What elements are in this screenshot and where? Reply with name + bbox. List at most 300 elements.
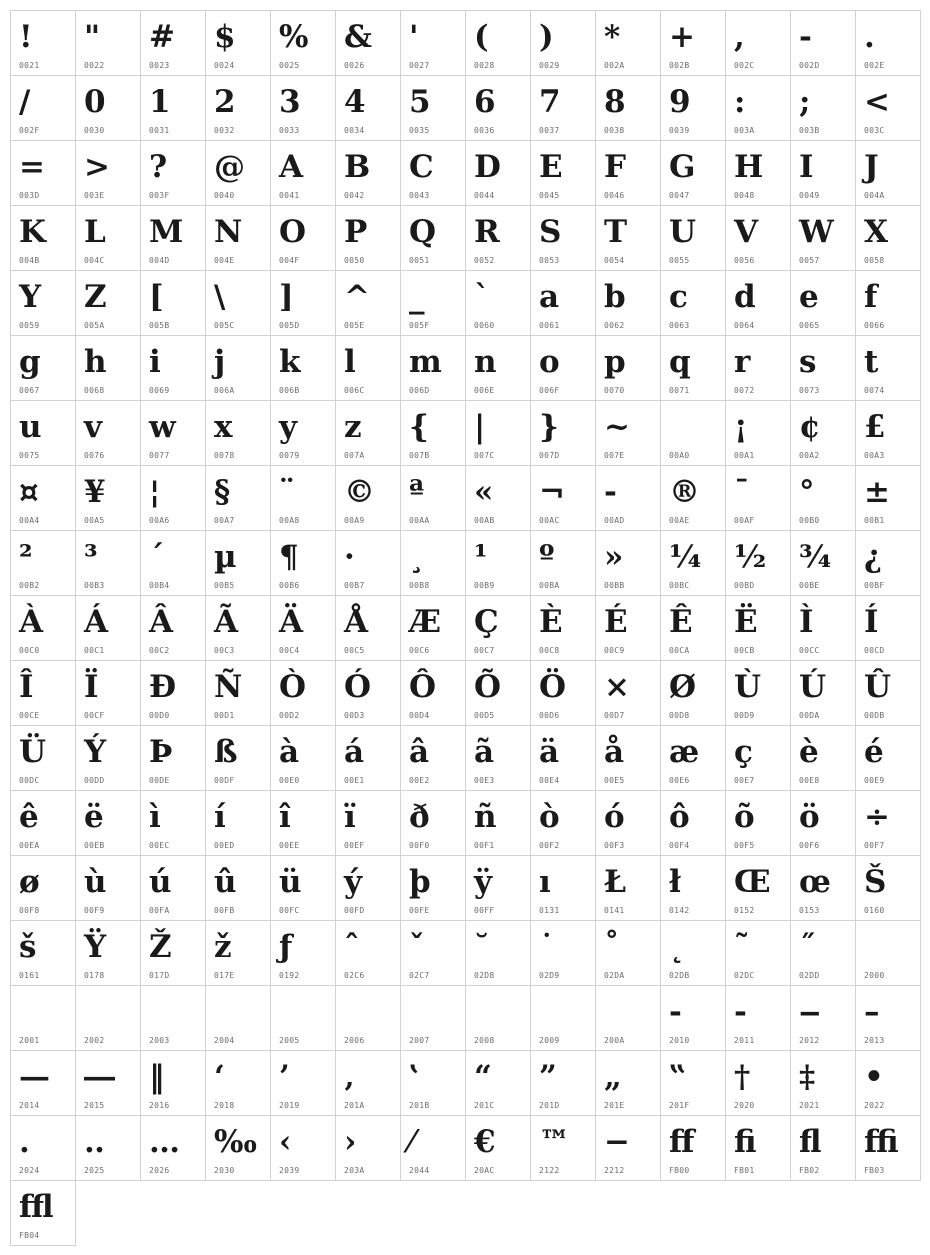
glyph-sample: ¤ (19, 474, 39, 510)
glyph-cell (725, 140, 791, 206)
glyph-sample: V (734, 214, 759, 250)
glyph-sample: ÷ (864, 799, 890, 835)
glyph-cell (205, 465, 271, 531)
glyph-cell (595, 335, 661, 401)
glyph-codepoint: 0034 (344, 126, 365, 135)
glyph-cell (335, 595, 401, 661)
glyph-sample: ¾ (799, 539, 832, 575)
glyph-sample: ‚ (344, 1059, 355, 1095)
glyph-cell (270, 10, 336, 76)
glyph-codepoint: 006C (344, 386, 365, 395)
glyph-cell (660, 1115, 726, 1181)
glyph-sample: 6 (474, 84, 496, 120)
glyph-sample: ― (84, 1059, 115, 1095)
glyph-codepoint: 006F (539, 386, 560, 395)
glyph-sample: í (214, 799, 226, 835)
glyph-cell (335, 985, 401, 1051)
glyph-cell (725, 1050, 791, 1116)
glyph-codepoint: 00E1 (344, 776, 365, 785)
glyph-codepoint: 2014 (19, 1101, 40, 1110)
glyph-codepoint: 00A3 (864, 451, 885, 460)
glyph-codepoint: 00CB (734, 646, 755, 655)
glyph-cell (140, 335, 206, 401)
glyph-sample: Ú (799, 669, 827, 705)
glyph-codepoint: 0056 (734, 256, 755, 265)
glyph-codepoint: 00BD (734, 581, 755, 590)
glyph-sample: ® (669, 474, 700, 510)
glyph-cell (75, 335, 141, 401)
glyph-sample: Î (19, 669, 34, 705)
glyph-sample: ‖ (149, 1059, 165, 1095)
glyph-cell (465, 140, 531, 206)
glyph-codepoint: 004B (19, 256, 40, 265)
glyph-cell (140, 595, 206, 661)
glyph-codepoint: 0032 (214, 126, 235, 135)
glyph-sample: è (799, 734, 819, 770)
glyph-sample: å (604, 734, 625, 770)
glyph-codepoint: 00C9 (604, 646, 625, 655)
glyph-sample: t (864, 344, 879, 380)
glyph-cell (400, 725, 466, 791)
glyph-codepoint: 00AA (409, 516, 430, 525)
glyph-cell (595, 530, 661, 596)
glyph-cell (855, 400, 921, 466)
glyph-cell (660, 465, 726, 531)
glyph-cell (530, 660, 596, 726)
glyph-codepoint: 006B (279, 386, 300, 395)
glyph-sample: L (84, 214, 106, 250)
glyph-codepoint: 00C8 (539, 646, 560, 655)
glyph-codepoint: 003C (864, 126, 885, 135)
glyph-codepoint: 00FE (409, 906, 430, 915)
glyph-sample: P (344, 214, 368, 250)
glyph-codepoint: 2025 (84, 1166, 105, 1175)
glyph-sample: ﬃ (864, 1124, 899, 1160)
glyph-codepoint: 00A8 (279, 516, 300, 525)
glyph-sample: ˚ (604, 929, 620, 965)
glyph-codepoint: 00B1 (864, 516, 885, 525)
glyph-codepoint: 0079 (279, 451, 300, 460)
glyph-sample: Ë (734, 604, 758, 640)
glyph-codepoint: 006A (214, 386, 235, 395)
glyph-codepoint: 0070 (604, 386, 625, 395)
glyph-cell (790, 855, 856, 921)
glyph-codepoint: 02DD (799, 971, 820, 980)
glyph-sample: O (279, 214, 307, 250)
glyph-sample: + (669, 19, 695, 55)
glyph-codepoint: 00AB (474, 516, 495, 525)
glyph-sample: W (799, 214, 834, 250)
glyph-codepoint: 0068 (84, 386, 105, 395)
glyph-codepoint: 2039 (279, 1166, 300, 1175)
glyph-sample: q (669, 344, 691, 380)
glyph-sample: z (344, 409, 362, 445)
glyph-codepoint: 003F (149, 191, 170, 200)
glyph-cell (270, 790, 336, 856)
glyph-sample: A (279, 149, 304, 185)
glyph-codepoint: 0038 (604, 126, 625, 135)
glyph-cell (595, 465, 661, 531)
glyph-sample: à (279, 734, 300, 770)
glyph-codepoint: 00A2 (799, 451, 820, 460)
glyph-codepoint: 0064 (734, 321, 755, 330)
glyph-codepoint: 00EB (84, 841, 105, 850)
glyph-sample: c (669, 279, 688, 315)
glyph-cell (855, 465, 921, 531)
glyph-cell (400, 10, 466, 76)
glyph-sample: ì (149, 799, 161, 835)
glyph-sample: ﬀ (669, 1124, 695, 1160)
glyph-cell (855, 335, 921, 401)
glyph-sample: ¸ (409, 539, 425, 575)
glyph-sample: Ý (84, 734, 107, 770)
glyph-cell (725, 790, 791, 856)
glyph-codepoint: 0062 (604, 321, 625, 330)
glyph-codepoint: 007E (604, 451, 625, 460)
glyph-codepoint: 006D (409, 386, 430, 395)
glyph-codepoint: 00FD (344, 906, 365, 915)
glyph-codepoint: 2030 (214, 1166, 235, 1175)
glyph-sample: - (604, 474, 617, 510)
glyph-cell (855, 1050, 921, 1116)
glyph-codepoint: 2011 (734, 1036, 755, 1045)
glyph-sample: M (149, 214, 184, 250)
glyph-sample: Õ (474, 669, 502, 705)
glyph-cell (530, 335, 596, 401)
glyph-sample: " (84, 19, 101, 55)
glyph-cell (205, 660, 271, 726)
glyph-cell (270, 270, 336, 336)
glyph-sample: š (19, 929, 37, 965)
glyph-cell (530, 205, 596, 271)
glyph-cell (790, 530, 856, 596)
glyph-sample: ÿ (474, 864, 493, 900)
glyph-cell (270, 140, 336, 206)
glyph-sample: a (539, 279, 560, 315)
glyph-sample: w (149, 409, 176, 445)
glyph-cell (400, 920, 466, 986)
glyph-codepoint: 00AE (669, 516, 690, 525)
glyph-cell (465, 270, 531, 336)
glyph-codepoint: 0029 (539, 61, 560, 70)
glyph-codepoint: 0031 (149, 126, 170, 135)
glyph-codepoint: 005F (409, 321, 430, 330)
glyph-cell (270, 1115, 336, 1181)
glyph-codepoint: 00B3 (84, 581, 105, 590)
glyph-codepoint: 002D (799, 61, 820, 70)
glyph-cell (10, 530, 76, 596)
glyph-cell (205, 530, 271, 596)
glyph-codepoint: 203A (344, 1166, 365, 1175)
glyph-cell (10, 335, 76, 401)
glyph-codepoint: 2012 (799, 1036, 820, 1045)
glyph-sample: • (864, 1059, 884, 1095)
glyph-cell (400, 530, 466, 596)
glyph-cell (400, 1050, 466, 1116)
glyph-cell (140, 920, 206, 986)
glyph-codepoint: 00E9 (864, 776, 885, 785)
glyph-sample: ¨ (279, 474, 295, 510)
glyph-codepoint: 007D (539, 451, 560, 460)
glyph-sample: ç (734, 734, 753, 770)
glyph-sample: o (539, 344, 560, 380)
glyph-cell (530, 140, 596, 206)
glyph-codepoint: 00B4 (149, 581, 170, 590)
glyph-cell (140, 10, 206, 76)
glyph-codepoint: 00DB (864, 711, 885, 720)
glyph-codepoint: 2006 (344, 1036, 365, 1045)
glyph-cell (75, 985, 141, 1051)
glyph-cell (205, 725, 271, 791)
glyph-cell (855, 270, 921, 336)
glyph-sample: ¶ (279, 539, 299, 575)
glyph-sample: Ù (734, 669, 762, 705)
glyph-cell (140, 400, 206, 466)
glyph-cell (400, 335, 466, 401)
glyph-cell (790, 985, 856, 1051)
glyph-cell (465, 1050, 531, 1116)
glyph-sample: ˇ (409, 929, 425, 965)
glyph-sample: ? (149, 149, 168, 185)
glyph-cell (790, 660, 856, 726)
glyph-cell (595, 140, 661, 206)
glyph-sample: é (864, 734, 884, 770)
glyph-codepoint: 00DD (84, 776, 105, 785)
glyph-cell (595, 1115, 661, 1181)
glyph-codepoint: 00B6 (279, 581, 300, 590)
glyph-cell (75, 855, 141, 921)
glyph-cell (10, 985, 76, 1051)
glyph-sample: y (279, 409, 298, 445)
glyph-sample: ı (539, 864, 551, 900)
glyph-codepoint: 0040 (214, 191, 235, 200)
glyph-cell (595, 790, 661, 856)
glyph-sample: Œ (734, 864, 771, 900)
glyph-sample: ¯ (734, 474, 750, 510)
glyph-cell (10, 205, 76, 271)
glyph-cell (530, 270, 596, 336)
glyph-cell (10, 1115, 76, 1181)
glyph-cell (140, 140, 206, 206)
glyph-sample: Â (149, 604, 174, 640)
glyph-codepoint: 2122 (539, 1166, 560, 1175)
glyph-cell (465, 530, 531, 596)
glyph-cell (595, 985, 661, 1051)
glyph-codepoint: 0045 (539, 191, 560, 200)
glyph-cell (75, 10, 141, 76)
glyph-sample: ‰ (214, 1124, 257, 1160)
glyph-cell (465, 790, 531, 856)
glyph-codepoint: 004D (149, 256, 170, 265)
glyph-sample: T (604, 214, 628, 250)
glyph-codepoint: 00DC (19, 776, 40, 785)
glyph-codepoint: 0050 (344, 256, 365, 265)
glyph-codepoint: 00DE (149, 776, 170, 785)
glyph-cell (595, 1050, 661, 1116)
glyph-sample: { (409, 409, 429, 445)
glyph-cell (140, 660, 206, 726)
glyph-cell (725, 985, 791, 1051)
glyph-codepoint: 2003 (149, 1036, 170, 1045)
glyph-sample: ™ (539, 1124, 570, 1160)
glyph-cell (725, 465, 791, 531)
glyph-cell (270, 335, 336, 401)
glyph-codepoint: 00A0 (669, 451, 690, 460)
glyph-codepoint: 0065 (799, 321, 820, 330)
glyph-cell (790, 270, 856, 336)
glyph-sample: Í (864, 604, 879, 640)
glyph-sample: ‒ (799, 994, 821, 1030)
glyph-sample: C (409, 149, 434, 185)
glyph-cell (530, 595, 596, 661)
glyph-cell (75, 205, 141, 271)
glyph-sample: ú (149, 864, 172, 900)
glyph-sample: \ (214, 279, 226, 315)
glyph-cell (270, 595, 336, 661)
glyph-cell (10, 140, 76, 206)
glyph-sample: R (474, 214, 500, 250)
glyph-sample: ‟ (669, 1059, 687, 1095)
glyph-codepoint: 0060 (474, 321, 495, 330)
glyph-sample: ¬ (539, 474, 565, 510)
glyph-cell (205, 400, 271, 466)
glyph-cell (75, 465, 141, 531)
glyph-cell (140, 465, 206, 531)
glyph-sample: k (279, 344, 301, 380)
glyph-codepoint: 005A (84, 321, 105, 330)
glyph-codepoint: 20AC (474, 1166, 495, 1175)
glyph-codepoint: 2212 (604, 1166, 625, 1175)
glyph-sample: » (604, 539, 624, 575)
glyph-cell (465, 725, 531, 791)
glyph-sample: · (344, 539, 355, 575)
glyph-codepoint: 0058 (864, 256, 885, 265)
glyph-cell (465, 660, 531, 726)
glyph-codepoint: 003D (19, 191, 40, 200)
glyph-sample: l (344, 344, 356, 380)
glyph-codepoint: 0178 (84, 971, 105, 980)
glyph-cell (335, 465, 401, 531)
glyph-cell (140, 1115, 206, 1181)
glyph-cell (725, 595, 791, 661)
glyph-cell (10, 725, 76, 791)
glyph-cell (660, 985, 726, 1051)
glyph-sample: Ñ (214, 669, 243, 705)
glyph-cell (725, 335, 791, 401)
glyph-codepoint: 00D6 (539, 711, 560, 720)
glyph-codepoint: 0054 (604, 256, 625, 265)
glyph-cell (270, 530, 336, 596)
glyph-sample: © (344, 474, 375, 510)
glyph-codepoint: 004A (864, 191, 885, 200)
glyph-codepoint: 02DA (604, 971, 625, 980)
glyph-sample: ˜ (734, 929, 750, 965)
glyph-codepoint: 2026 (149, 1166, 170, 1175)
glyph-sample: – (864, 994, 880, 1030)
glyph-cell (465, 205, 531, 271)
glyph-sample: ․ (19, 1124, 30, 1160)
glyph-cell (530, 75, 596, 141)
glyph-cell (270, 465, 336, 531)
glyph-codepoint: 0063 (669, 321, 690, 330)
glyph-codepoint: 00D1 (214, 711, 235, 720)
glyph-codepoint: 201D (539, 1101, 560, 1110)
glyph-cell (660, 1050, 726, 1116)
glyph-codepoint: 00AD (604, 516, 625, 525)
glyph-sample: [ (149, 279, 164, 315)
glyph-cell (10, 790, 76, 856)
glyph-codepoint: 00AF (734, 516, 755, 525)
glyph-cell (790, 595, 856, 661)
glyph-codepoint: 00BF (864, 581, 885, 590)
glyph-cell (660, 10, 726, 76)
glyph-sample: ü (279, 864, 302, 900)
glyph-codepoint: 0078 (214, 451, 235, 460)
glyph-sample: Z (84, 279, 107, 315)
glyph-cell (270, 400, 336, 466)
glyph-cell (205, 335, 271, 401)
glyph-cell (10, 855, 76, 921)
glyph-codepoint: 0023 (149, 61, 170, 70)
glyph-cell (205, 270, 271, 336)
glyph-sample: f (864, 279, 878, 315)
glyph-sample: ‹ (279, 1124, 292, 1160)
glyph-codepoint: 007C (474, 451, 495, 460)
glyph-sample: ƒ (279, 929, 293, 965)
glyph-cell (75, 595, 141, 661)
glyph-cell (855, 660, 921, 726)
glyph-cell (660, 595, 726, 661)
glyph-cell (790, 140, 856, 206)
glyph-cell (400, 595, 466, 661)
glyph-cell (660, 205, 726, 271)
glyph-sample: ¼ (669, 539, 702, 575)
glyph-codepoint: 0160 (864, 906, 885, 915)
glyph-cell (270, 985, 336, 1051)
glyph-sample: ½ (734, 539, 767, 575)
glyph-codepoint: 00B2 (19, 581, 40, 590)
glyph-codepoint: 00DF (214, 776, 235, 785)
glyph-codepoint: 00A4 (19, 516, 40, 525)
glyph-cell (660, 660, 726, 726)
glyph-codepoint: 00D8 (669, 711, 690, 720)
glyph-cell (855, 920, 921, 986)
glyph-sample: & (344, 19, 372, 55)
glyph-cell (400, 660, 466, 726)
glyph-cell (400, 855, 466, 921)
glyph-cell (270, 660, 336, 726)
glyph-codepoint: 0053 (539, 256, 560, 265)
glyph-codepoint: 02D8 (474, 971, 495, 980)
glyph-codepoint: 00A9 (344, 516, 365, 525)
glyph-sample: Ò (279, 669, 307, 705)
glyph-cell (205, 205, 271, 271)
glyph-cell (400, 1115, 466, 1181)
glyph-codepoint: 0027 (409, 61, 430, 70)
glyph-cell (855, 985, 921, 1051)
glyph-sample: ö (799, 799, 820, 835)
glyph-sample: * (604, 19, 621, 55)
glyph-sample: ¦ (149, 474, 161, 510)
glyph-sample: } (539, 409, 559, 445)
glyph-sample: Ž (149, 929, 172, 965)
glyph-cell (270, 1050, 336, 1116)
glyph-codepoint: 0067 (19, 386, 40, 395)
glyph-sample: É (604, 604, 628, 640)
glyph-codepoint: 00A1 (734, 451, 755, 460)
glyph-sample: p (604, 344, 626, 380)
glyph-cell (335, 920, 401, 986)
